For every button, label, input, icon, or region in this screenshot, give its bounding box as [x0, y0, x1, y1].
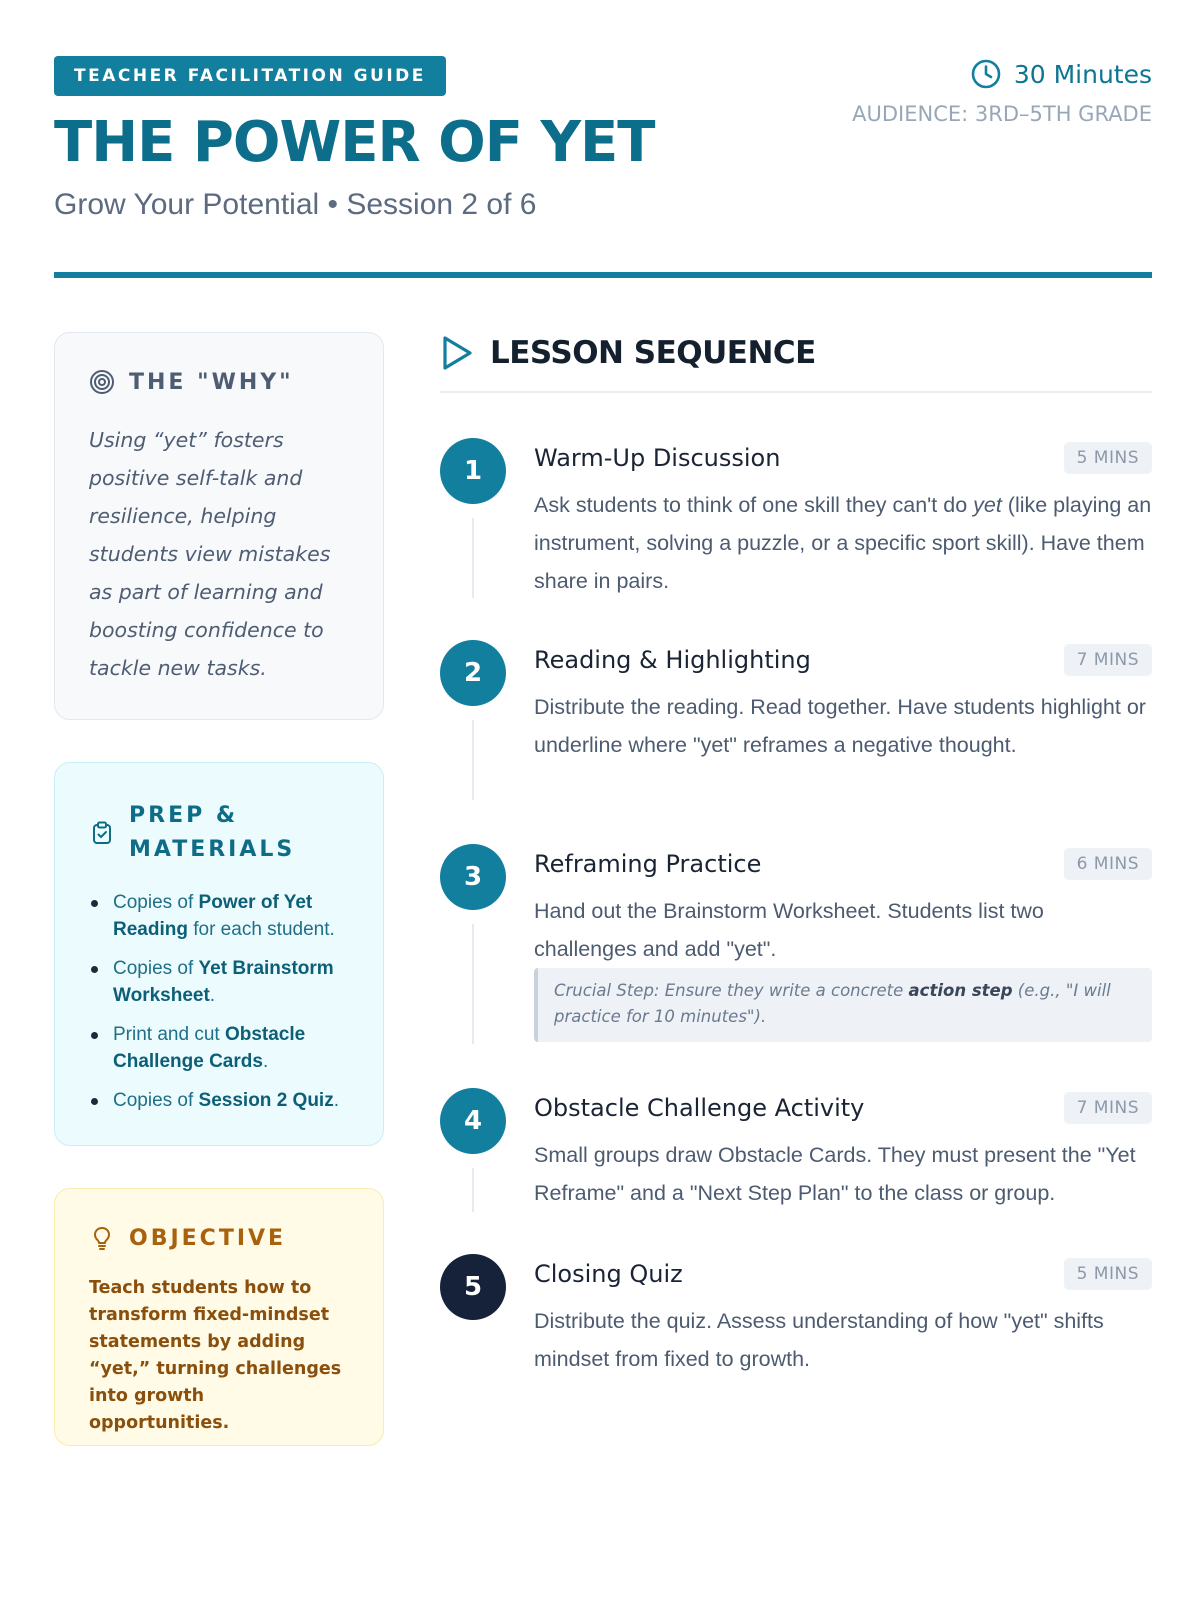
materials-item: Copies of Power of Yet Reading for each student.	[89, 889, 349, 943]
step-description: Distribute the reading. Read together. Have students highlight or underline where "yet" reframes a negative thought.	[534, 695, 1146, 757]
duration-text: 30 Minutes	[1013, 59, 1152, 89]
why-card	[54, 332, 384, 720]
play-icon	[440, 334, 474, 372]
why-text: Using “yet” fosters positive self-talk and resilience, helping students view mistakes as part of learning and boosting confidence to tackle new tasks.	[89, 428, 331, 680]
objective-title: OBJECTIVE	[129, 1225, 287, 1251]
timeline-line	[472, 924, 474, 1044]
duration-badge: 5 MINS	[1064, 1258, 1152, 1290]
objective-card	[54, 1188, 384, 1446]
duration	[970, 58, 1152, 90]
step-number: 3	[440, 844, 506, 910]
materials-item: Print and cut Obstacle Challenge Cards.	[89, 1021, 349, 1075]
step-number: 1	[440, 438, 506, 504]
prep-header	[89, 799, 349, 867]
objective-text: Teach students how to transform fixed-mindset statements by adding “yet,” turning challenges into growth opportunities.	[89, 1278, 342, 1433]
step-description: Distribute the quiz. Assess understanding of how "yet" shifts mindset from fixed to growth.	[534, 1309, 1104, 1371]
duration-badge: 7 MINS	[1064, 644, 1152, 676]
page-title: THE POWER OF YET	[54, 110, 655, 175]
step-2	[440, 640, 1152, 800]
why-header	[89, 369, 349, 395]
materials-item: Copies of Session 2 Quiz.	[89, 1087, 349, 1114]
timeline-line	[472, 518, 474, 598]
step-title: Reframing Practice	[534, 850, 762, 878]
step-title: Warm-Up Discussion	[534, 444, 781, 472]
step-number: 2	[440, 640, 506, 706]
duration-badge: 7 MINS	[1064, 1092, 1152, 1124]
step-4	[440, 1088, 1152, 1212]
duration-badge: 6 MINS	[1064, 848, 1152, 880]
prep-title: PREP & MATERIALS	[129, 803, 296, 862]
sequence-divider	[440, 391, 1152, 393]
timeline-line	[472, 720, 474, 800]
step-1	[440, 438, 1152, 598]
why-title: THE "WHY"	[129, 369, 294, 395]
lightbulb-icon	[89, 1225, 115, 1251]
prep-card	[54, 762, 384, 1146]
objective-header	[89, 1225, 349, 1251]
step-title: Obstacle Challenge Activity	[534, 1094, 865, 1122]
crucial-step-note: Crucial Step: Ensure they write a concrete action step (e.g., "I will practice for 10 minutes").	[534, 968, 1152, 1042]
clipboard-icon	[89, 820, 115, 846]
lesson-sequence-header	[440, 334, 816, 372]
duration-badge: 5 MINS	[1064, 442, 1152, 474]
target-icon	[89, 369, 115, 395]
timeline-line	[472, 1168, 474, 1212]
clock-icon	[970, 58, 1002, 90]
step-title: Reading & Highlighting	[534, 646, 811, 674]
header	[54, 56, 1152, 286]
step-description: Small groups draw Obstacle Cards. They must present the "Yet Reframe" and a "Next Step Plan" to the class or group.	[534, 1143, 1136, 1205]
step-5	[440, 1254, 1152, 1384]
page-subtitle: Grow Your Potential • Session 2 of 6	[54, 188, 537, 221]
step-description: Ask students to think of one skill they can't do yet (like playing an instrument, solving a puzzle, or a specific sport skill). Have them share in pairs.	[534, 493, 1152, 593]
step-number: 4	[440, 1088, 506, 1154]
step-description: Hand out the Brainstorm Worksheet. Students list two challenges and add "yet".	[534, 899, 1044, 961]
step-3	[440, 844, 1152, 1044]
materials-list	[89, 889, 349, 1114]
guide-tag: TEACHER FACILITATION GUIDE	[54, 56, 446, 96]
step-title: Closing Quiz	[534, 1260, 683, 1288]
audience: AUDIENCE: 3RD–5TH GRADE	[852, 102, 1152, 126]
lesson-sequence-title: LESSON SEQUENCE	[490, 335, 816, 371]
header-divider	[54, 272, 1152, 278]
materials-item: Copies of Yet Brainstorm Worksheet.	[89, 955, 349, 1009]
step-number: 5	[440, 1254, 506, 1320]
